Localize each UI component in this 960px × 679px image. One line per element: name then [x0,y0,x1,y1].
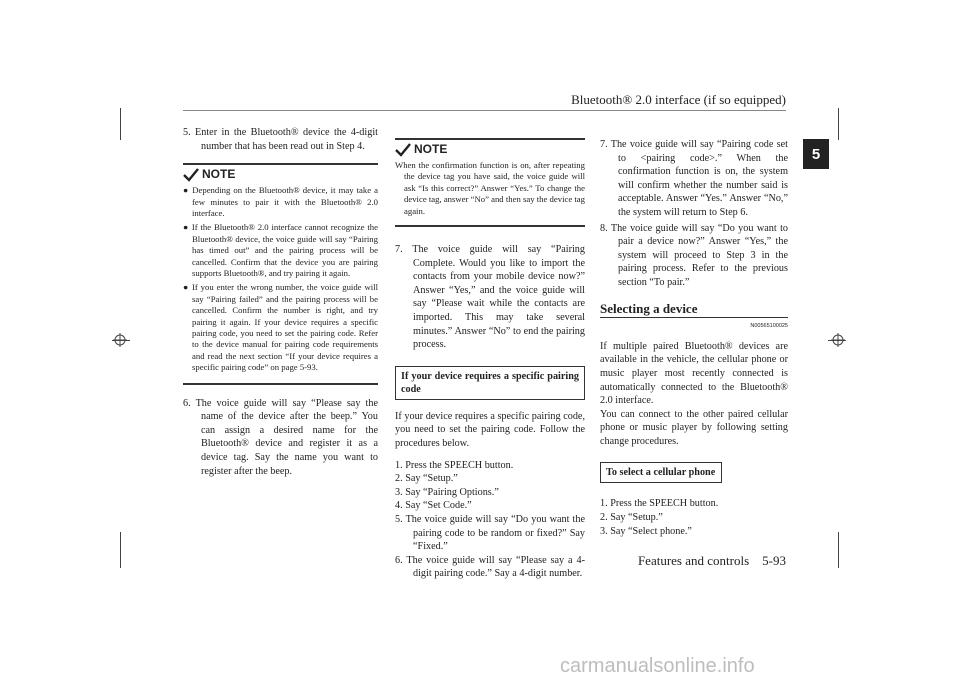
chapter-tab: 5 [803,139,829,169]
crop-mark [120,532,121,568]
crop-mark [838,108,839,140]
step: 5. The voice guide will say “Do you want the pairing code to be random or fixed?” Say “Fixed.” [395,513,585,553]
note-item: When the confirmation function is on, after repeating the device tag you have said, the voice guide will ask “Is this correct?” Answer “Yes.” To change the device tag, answer “No” and then say the device tag again. [395,160,585,216]
note-item: ● If the Bluetooth® 2.0 interface cannot recognize the Bluetooth® device, the voice guide will say “Pairing has timed out” and the pairing process will be cancelled. Confirm that the device you are pairing supports Bluetooth®, and try pairing it again. [183,222,378,279]
column-1 [183,126,378,478]
step: 4. Say “Set Code.” [395,500,472,512]
page-footer [600,553,786,569]
note-label: NOTE [202,167,236,182]
step-5: 5. Enter in the Bluetooth® device the 4-digit number that has been read out in Step 4. [183,127,378,152]
column-2 [395,138,585,581]
intro-paragraph: If your device requires a specific pairing code, you need to set the pairing code. Follow the procedures below. [395,410,585,449]
step-7: 7. The voice guide will say “Pairing Complete. Would you like to import the contacts from your mobile device now?” Answer “Yes,” and the voice guide will say “Please wait while the contacts are imported. This may take several minutes.” Answer “No” to end the pairing process. [395,244,585,351]
crop-mark [120,108,121,140]
step-8: 8. The voice guide will say “Do you want to pair a device now?” Answer “Yes,” the system will proceed to Step 3 in the pairing process. Refer to the previous section “To pair.” [600,222,788,288]
registration-mark [831,333,845,347]
note-box [395,138,585,227]
step: 3. Say “Pairing Options.” [395,486,499,498]
watermark: carmanualsonline.info [560,655,755,677]
crop-mark [838,532,839,568]
step-7: 7. The voice guide will say “Pairing code set to <pairing code>.” When the confirmation function is on, the system will confirm whether the number said is acceptable. Answer “Yes.” Answer “No,” the system will return to Step 6. [600,139,788,218]
step: 1. Press the SPEECH button. [395,459,514,471]
step: 2. Say “Setup.” [600,512,663,524]
note-header [183,165,378,185]
section-code: N00565100025 [750,323,788,330]
step: 2. Say “Setup.” [395,473,458,485]
column-3 [600,138,788,538]
paragraph: If multiple paired Bluetooth® devices are available in the vehicle, the cellular phone or music player most recently connected is automatically connected to the Bluetooth® 2.0 interface. [600,340,788,407]
footer-page-number: 5-93 [762,553,786,568]
section-heading [600,302,788,319]
page-header-title: Bluetooth® 2.0 interface (if so equipped) [571,92,786,107]
steps-list [395,459,585,581]
step: 6. The voice guide will say “Please say a 4-digit pairing code.” Say a 4-digit number. [395,554,585,580]
note-item: ● If you enter the wrong number, the voice guide will say “Pairing failed” and the pairing process will be cancelled. Confirm the number is right, and try pairing it again. If your device requires a specific pairing code, you need to set the pairing code. Refer to the device manual for pairing code requirements and read the next section “If your device requires a specific pairing code” on page 5-93. [183,282,378,373]
registration-mark [113,333,127,347]
note-header [395,140,585,160]
note-box [183,163,378,385]
subsection-label: To select a cellular phone [600,462,722,483]
note-label: NOTE [414,142,448,157]
section-title: Selecting a device [600,300,698,316]
steps-list [600,497,788,538]
subsection-label: If your device requires a specific pairing code [395,366,585,400]
header-rule [183,110,786,111]
checkmark-icon [183,168,199,182]
step: 1. Press the SPEECH button. [600,498,719,510]
paragraph: You can connect to the other paired cellular phone or music player by following setting change procedures. [600,408,788,447]
step-6: 6. The voice guide will say “Please say the name of the device after the beep.” You can assign a desired name for the Bluetooth® device and register it as a device tag. Say the name you want to register after the beep. [183,397,378,477]
step: 3. Say “Select phone.” [600,525,692,537]
checkmark-icon [395,143,411,157]
footer-section: Features and controls [637,553,750,568]
note-item: ● Depending on the Bluetooth® device, it may take a few minutes to pair it with the Bluetooth® 2.0 interface. [183,185,378,218]
